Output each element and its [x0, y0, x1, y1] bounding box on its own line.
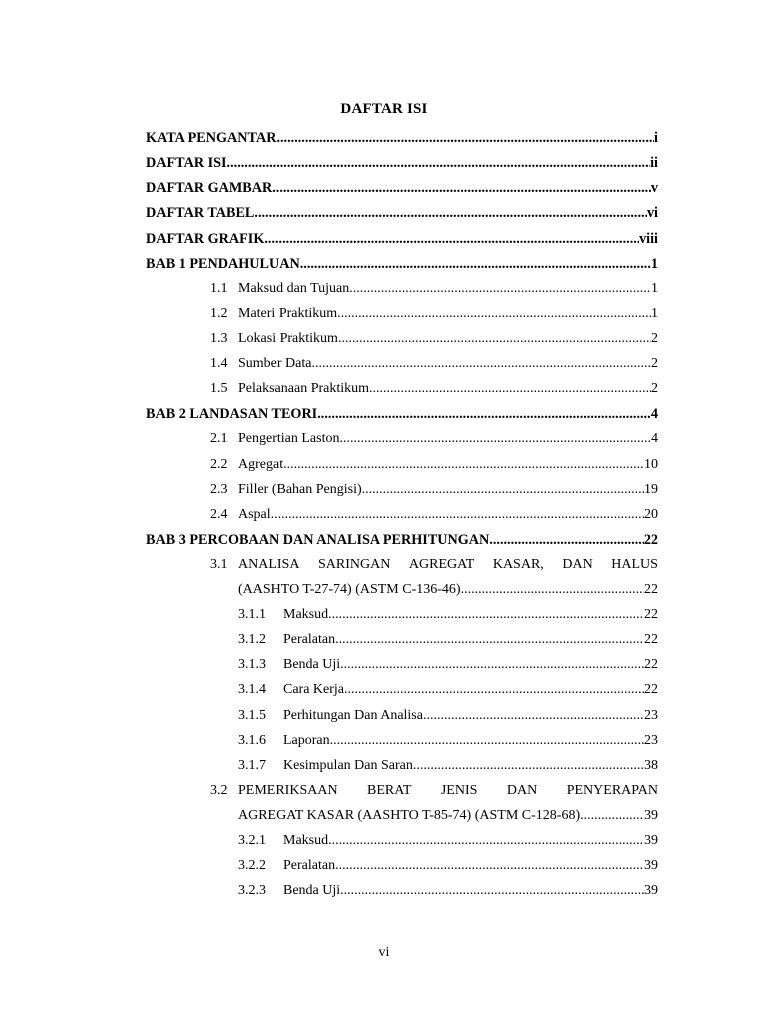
- toc-entry-daftar-grafik[interactable]: DAFTAR GRAFIK ..... viii: [146, 229, 658, 249]
- toc-entry-3-2-line2[interactable]: AGREGAT KASAR (AASHTO T-85-74) (ASTM C-128-68) ..... 39: [238, 806, 658, 826]
- toc-entry-3-1-line2[interactable]: (AASHTO T-27-74) (ASTM C-136-46) ..... 22: [238, 580, 658, 600]
- toc-entry-bab-1[interactable]: BAB 1 PENDAHULUAN ..... 1: [146, 254, 658, 274]
- page-title: DAFTAR ISI: [340, 101, 428, 117]
- toc-entry-3-1-6[interactable]: 3.1.6 Laporan ..... 23: [238, 731, 658, 751]
- toc-entry-3-1-number: 3.1: [210, 557, 228, 572]
- toc-entry-2-3[interactable]: 2.3 Filler (Bahan Pengisi) ..... 19: [210, 480, 658, 500]
- toc-entry-1-3[interactable]: 1.3 Lokasi Praktikum ..... 2: [210, 329, 658, 349]
- toc-entry-1-4[interactable]: 1.4 Sumber Data ..... 2: [210, 354, 658, 374]
- toc-entry-1-5[interactable]: 1.5 Pelaksanaan Praktikum ..... 2: [210, 379, 658, 399]
- toc-entry-1-2[interactable]: 1.2 Materi Praktikum ..... 1: [210, 304, 658, 324]
- toc-entry-3-1-3[interactable]: 3.1.3 Benda Uji ..... 22: [238, 655, 658, 675]
- toc-entry-3-2-1[interactable]: 3.2.1 Maksud ..... 39: [238, 831, 658, 851]
- toc-entry-kata-pengantar[interactable]: KATA PENGANTAR ..... i: [146, 128, 658, 148]
- toc-entry-2-1[interactable]: 2.1 Pengertian Laston ..... 4: [210, 429, 658, 449]
- toc-entry-daftar-isi[interactable]: DAFTAR ISI ..... ii: [146, 153, 658, 173]
- toc-entry-daftar-gambar[interactable]: DAFTAR GAMBAR ..... v: [146, 178, 658, 198]
- toc-entry-bab-3[interactable]: BAB 3 PERCOBAAN DAN ANALISA PERHITUNGAN ..... 22: [146, 530, 658, 550]
- toc-entry-3-2-number: 3.2: [210, 783, 228, 798]
- toc-entry-3-2-3[interactable]: 3.2.3 Benda Uji ..... 39: [238, 881, 658, 901]
- toc-entry-2-2[interactable]: 2.2 Agregat ..... 10: [210, 455, 658, 475]
- toc-entry-3-1-4[interactable]: 3.1.4 Cara Kerja ..... 22: [238, 680, 658, 700]
- toc-entry-3-1-2[interactable]: 3.1.2 Peralatan ..... 22: [238, 630, 658, 650]
- toc-entry-3-1-7[interactable]: 3.1.7 Kesimpulan Dan Saran ..... 38: [238, 756, 658, 776]
- toc-entry-3-2-2[interactable]: 3.2.2 Peralatan ..... 39: [238, 856, 658, 876]
- toc-entry-1-1[interactable]: 1.1 Maksud dan Tujuan ..... 1: [210, 279, 658, 299]
- toc-entry-2-4[interactable]: 2.4 Aspal ..... 20: [210, 505, 658, 525]
- toc-entry-bab-2[interactable]: BAB 2 LANDASAN TEORI ..... 4: [146, 404, 658, 424]
- toc-entry-3-2-line1[interactable]: PEMERIKSAAN BERAT JENIS DAN PENYERAPAN: [238, 783, 658, 798]
- toc-entry-3-1-1[interactable]: 3.1.1 Maksud ..... 22: [238, 605, 658, 625]
- toc-entry-3-1-line1[interactable]: ANALISA SARINGAN AGREGAT KASAR, DAN HALUS: [238, 557, 658, 572]
- page-number: vi: [378, 945, 390, 960]
- toc-entry-daftar-tabel[interactable]: DAFTAR TABEL ..... vi: [146, 203, 658, 223]
- toc-entry-3-1-5[interactable]: 3.1.5 Perhitungan Dan Analisa ..... 23: [238, 706, 658, 726]
